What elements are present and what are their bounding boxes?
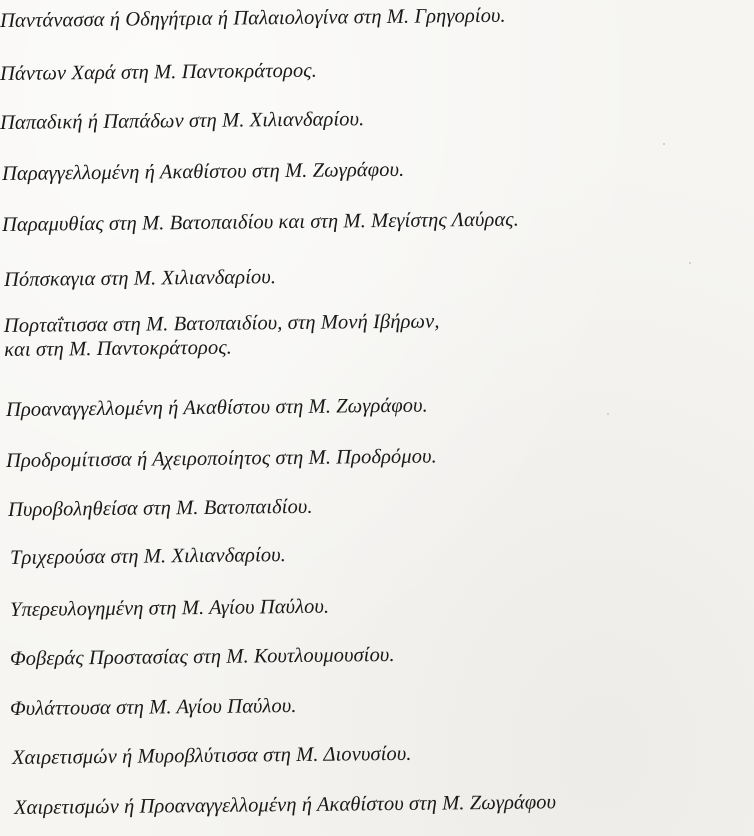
list-item-text: Παντάνασσα ή Οδηγήτρια ή Παλαιολογίνα στη Μ. Γρηγορίου.: [0, 4, 506, 32]
list-item-text: Παπαδική ή Παπάδων στη Μ. Χιλιανδαρίου.: [0, 108, 365, 134]
list-item: [10, 543, 286, 570]
list-item-text: Προαναγγελλομένη ή Ακαθίστου στη Μ. Ζωγράφου.: [5, 394, 428, 421]
list-item: [12, 742, 412, 770]
list-item: [4, 309, 440, 362]
list-item: [2, 208, 519, 237]
scan-speck: [689, 262, 691, 264]
scan-speck: [607, 413, 609, 415]
list-item-text: Παραγγελλομένη ή Ακαθίστου στη Μ. Ζωγράφου.: [1, 158, 405, 185]
list-item-text: Πάντων Χαρά στη Μ. Παντοκράτορος.: [0, 59, 317, 85]
list-item-text: Χαιρετισμών ή Μυροβλύτισσα στη Μ. Διονυσίου.: [11, 742, 412, 769]
list-item: [10, 694, 297, 721]
list-item: [0, 59, 317, 86]
list-item: [0, 4, 506, 33]
list-item: [6, 394, 428, 422]
list-item-text: Υπερευλογημένη στη Μ. Αγίου Παύλου.: [9, 595, 330, 621]
list-item: [6, 444, 437, 473]
list-item: [8, 495, 313, 522]
list-item-text: Χαιρετισμών ή Προαναγγελλομένη ή Ακαθίστου στη Μ. Ζωγράφου: [13, 791, 557, 819]
list-item: [2, 158, 404, 186]
list-item-text: Φοβεράς Προστασίας στη Μ. Κουτλουμουσίου.: [9, 643, 395, 670]
list-item: [10, 643, 395, 671]
list-item-text-continuation: και στη Μ. Παντοκράτορος.: [4, 336, 233, 361]
list-item: [10, 595, 329, 622]
list-item: [14, 790, 556, 820]
list-item-text: Πόπσκαγια στη Μ. Χιλιανδαρίου.: [3, 266, 277, 291]
list-item-text: Τριχερούσα στη Μ. Χιλιανδαρίου.: [9, 544, 287, 569]
list-item-text: Παραμυθίας στη Μ. Βατοπαιδίου και στη Μ. Μεγίστης Λαύρας.: [1, 208, 520, 236]
list-item-text: Πορταΐτισσα στη Μ. Βατοπαιδίου, στη Μονή Ιβήρων,: [3, 310, 440, 338]
list-item-text: Προδρομίτισσα ή Αχειροποίητος στη Μ. Προδρόμου.: [5, 445, 437, 472]
list-item: [0, 107, 364, 135]
scan-speck: [663, 143, 665, 145]
list-item: [4, 265, 276, 292]
list-item-text: Φυλάττουσα στη Μ. Αγίου Παύλου.: [9, 694, 297, 720]
list-item-text: Πυροβοληθείσα στη Μ. Βατοπαιδίου.: [7, 495, 313, 521]
